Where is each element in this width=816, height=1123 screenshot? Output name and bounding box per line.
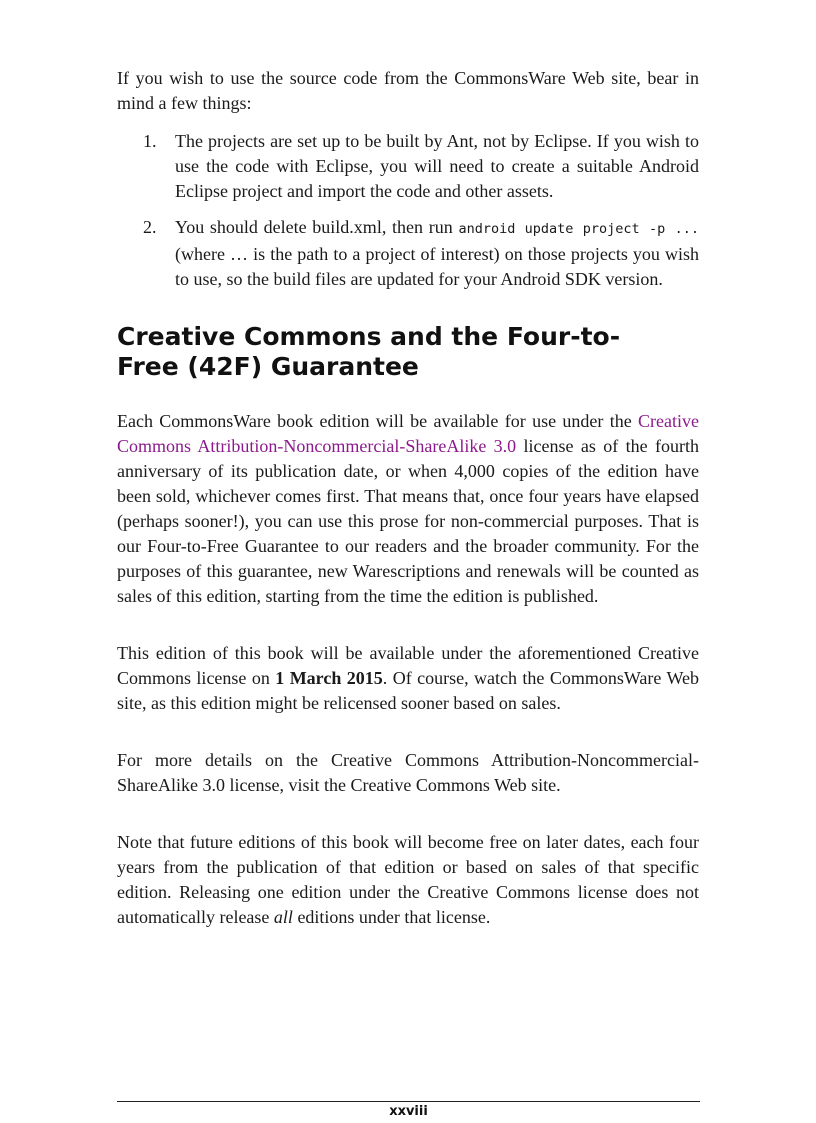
availability-text-after: . Of course, watch the CommonsWare Web site, as this edition might be relicensed sooner based on sales. xyxy=(117,668,699,713)
intro-paragraph: If you wish to use the source code from the CommonsWare Web site, bear in mind a few things: xyxy=(117,68,699,113)
future-text-after: editions under that license. xyxy=(292,907,491,927)
list-item xyxy=(117,129,699,204)
command-code: android update project -p ... xyxy=(458,221,699,237)
source-code-notes-list xyxy=(117,129,699,292)
cc-license-link[interactable]: Creative Commons Attribution-Noncommercial-ShareAlike 3.0 xyxy=(117,411,699,456)
guarantee-paragraph xyxy=(117,409,699,609)
list-number: 2. xyxy=(143,217,157,237)
future-editions-paragraph xyxy=(117,830,699,930)
license-details-paragraph: For more details on the Creative Commons Attribution-Noncommercial-ShareAlike 3.0 license, visit the Creative Commons Web site. xyxy=(117,750,699,795)
availability-date: 1 March 2015 xyxy=(275,668,383,688)
edition-availability-paragraph xyxy=(117,641,699,716)
guarantee-text-before: Each CommonsWare book edition will be available for use under the xyxy=(117,411,639,431)
availability-text-before: This edition of this book will be available under the aforementioned Creative Commons license on xyxy=(117,643,699,688)
list-number: 1. xyxy=(143,131,157,151)
list-item-text-after: (where … is the path to a project of interest) on those projects you wish to use, so the build files are updated for your Android SDK version. xyxy=(175,244,699,289)
emphasis-all: all xyxy=(273,907,293,927)
page-content xyxy=(117,66,699,930)
list-item-text-before: You should delete build.xml, then run xyxy=(175,217,459,237)
list-item-text: The projects are set up to be built by Ant, not by Eclipse. If you wish to use the code with Eclipse, you will need to create a suitable Android Eclipse project and import the code and other assets. xyxy=(175,131,699,201)
guarantee-text-after: license as of the fourth anniversary of its publication date, or when 4,000 copies of the edition have been sold, whichever comes first. That means that, once four years have elapsed (perhaps sooner!), you can use this prose for non-commercial purposes. That is our Four-to-Free Guarantee to our readers and the broader community. For the purposes of this guarantee, new Warescriptions and renewals will be counted as sales of this edition, starting from the time the edition is published. xyxy=(117,436,699,606)
page-number: xxviii xyxy=(389,1104,428,1119)
footer-divider xyxy=(117,1101,700,1102)
section-heading: Creative Commons and the Four-to-Free (42F) Guarantee xyxy=(117,322,621,381)
future-text-before: Note that future editions of this book will become free on later dates, each four years from the publication of that edition or based on sales of that specific edition. Releasing one edition under the Creative Commons license does not automatically release xyxy=(117,832,699,927)
list-item xyxy=(117,215,699,292)
